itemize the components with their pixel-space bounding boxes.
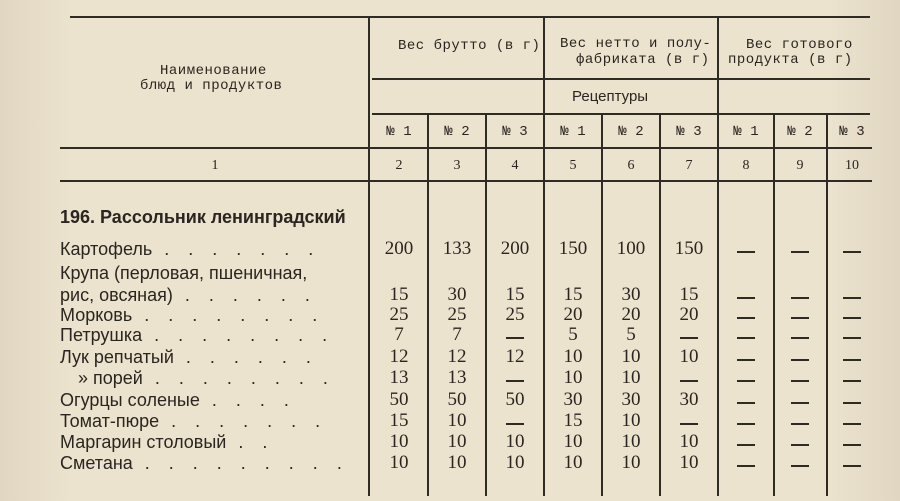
- recipe-numbers-rule: [60, 147, 872, 149]
- table-cell-value: 30: [621, 284, 641, 305]
- column-number-9: 9: [796, 158, 804, 173]
- table-cell-value: 20: [563, 304, 583, 325]
- table-cell-value: 15: [505, 284, 525, 305]
- empty-value-dash: [680, 380, 698, 382]
- name-column-header-line2: блюд и продуктов: [140, 78, 283, 94]
- empty-value-dash: [843, 444, 861, 446]
- column-number-5: 5: [569, 158, 577, 173]
- table-cell-value: 50: [505, 389, 525, 410]
- table-cell-value: 10: [679, 452, 699, 473]
- column-number-8: 8: [742, 158, 750, 173]
- table-cell-value: 10: [679, 346, 699, 367]
- empty-value-dash: [843, 297, 861, 299]
- empty-value-dash: [506, 380, 524, 382]
- table-cell-value: 10: [563, 346, 583, 367]
- table-cell-value: 10: [621, 367, 641, 388]
- column-number-6: 6: [627, 158, 635, 173]
- table-cell-value: 25: [389, 304, 409, 325]
- table-cell-value: 10: [447, 452, 467, 473]
- leader-dots: . . . .: [199, 390, 296, 410]
- recipe-no-col5: № 1: [560, 124, 586, 140]
- product-name-text: Лук репчатый: [60, 347, 174, 367]
- leader-dots: . . . . . . . .: [132, 305, 325, 325]
- empty-value-dash: [737, 402, 755, 404]
- empty-value-dash: [737, 444, 755, 446]
- empty-value-dash: [843, 337, 861, 339]
- product-name-text: Петрушка: [60, 325, 143, 345]
- ready-weight-header-line2: продукта (в г): [728, 52, 853, 68]
- divider-5-6: [601, 113, 603, 496]
- table-cell-value: 7: [452, 324, 462, 345]
- product-name: [60, 325, 334, 346]
- table-cell-value: 25: [447, 304, 467, 325]
- table-cell-value: 30: [447, 284, 467, 305]
- table-cell-value: 15: [389, 410, 409, 431]
- table-cell-value: 10: [621, 346, 641, 367]
- table-cell-value: 20: [621, 304, 641, 325]
- empty-value-dash: [843, 359, 861, 361]
- table-cell-value: 5: [626, 324, 636, 345]
- table-cell-value: 150: [558, 238, 588, 259]
- empty-value-dash: [791, 337, 809, 339]
- table-cell-value: 10: [621, 452, 641, 473]
- recipes-rule: [372, 113, 870, 115]
- empty-value-dash: [737, 251, 755, 253]
- table-cell-value: 30: [621, 389, 641, 410]
- empty-value-dash: [791, 359, 809, 361]
- table-cell-value: 20: [679, 304, 699, 325]
- column-number-3: 3: [453, 158, 461, 173]
- group-header-rule: [372, 78, 870, 80]
- product-name: [60, 453, 349, 474]
- column-number-10: 10: [845, 158, 859, 173]
- column-number-7: 7: [685, 158, 693, 173]
- leader-dots: . . . . . . . .: [142, 325, 335, 345]
- table-cell-value: 15: [389, 284, 409, 305]
- leader-dots: . . . . . .: [172, 285, 317, 305]
- divider-net-ready: [717, 16, 719, 496]
- empty-value-dash: [843, 380, 861, 382]
- table-cell-value: 150: [674, 238, 704, 259]
- table-cell-value: 10: [563, 431, 583, 452]
- column-number-2: 2: [395, 158, 403, 173]
- table-cell-value: 10: [621, 431, 641, 452]
- table-cell-value: 30: [679, 389, 699, 410]
- empty-value-dash: [791, 380, 809, 382]
- leader-dots: . . . . . . .: [159, 411, 328, 431]
- empty-value-dash: [737, 317, 755, 319]
- name-column-divider: [368, 16, 370, 496]
- empty-value-dash: [791, 423, 809, 425]
- table-cell-value: 50: [447, 389, 467, 410]
- empty-value-dash: [737, 465, 755, 467]
- table-cell-value: 10: [505, 431, 525, 452]
- column-number-1: 1: [211, 158, 219, 173]
- table-cell-value: 100: [616, 238, 646, 259]
- table-cell-value: 200: [500, 238, 530, 259]
- divider-gross-net: [543, 16, 545, 496]
- empty-value-dash: [791, 402, 809, 404]
- recipe-no-col9: № 2: [787, 124, 813, 140]
- table-cell-value: 10: [621, 410, 641, 431]
- empty-value-dash: [843, 251, 861, 253]
- product-name-text: Томат-пюре: [60, 411, 160, 431]
- divider-6-7: [659, 113, 661, 496]
- table-cell-value: 12: [447, 346, 467, 367]
- product-name: [60, 432, 274, 453]
- table-cell-value: 10: [389, 452, 409, 473]
- product-name: [60, 239, 320, 260]
- product-name-text: » порей: [78, 368, 143, 388]
- recipe-no-col2: № 1: [386, 124, 412, 140]
- product-name: [60, 347, 318, 368]
- divider-3-4: [485, 113, 487, 496]
- table-cell-value: 15: [563, 284, 583, 305]
- recipe-no-col10: № 3: [839, 124, 865, 140]
- product-name-text: Крупа (перловая, пшеничная,: [60, 263, 308, 283]
- product-name: [60, 390, 296, 411]
- recipe-no-col4: № 3: [502, 124, 528, 140]
- product-name: [78, 368, 335, 389]
- table-cell-value: 10: [389, 431, 409, 452]
- empty-value-dash: [506, 337, 524, 339]
- empty-value-dash: [680, 337, 698, 339]
- recipe-no-col3: № 2: [444, 124, 470, 140]
- leader-dots: . . . . . . . .: [142, 368, 335, 388]
- recipe-no-col6: № 2: [618, 124, 644, 140]
- table-cell-value: 10: [447, 410, 467, 431]
- empty-value-dash: [791, 297, 809, 299]
- empty-value-dash: [843, 402, 861, 404]
- table-cell-value: 7: [394, 324, 404, 345]
- product-name-text: Сметана: [60, 453, 133, 473]
- leader-dots: . . . . . . .: [152, 239, 321, 259]
- dish-title: 196. Рассольник ленинградский: [60, 207, 346, 227]
- empty-value-dash: [737, 359, 755, 361]
- gross-weight-header: Вес брутто (в г): [398, 38, 541, 54]
- empty-value-dash: [680, 423, 698, 425]
- leader-dots: . . . . . . . . .: [132, 453, 349, 473]
- table-cell-value: 13: [447, 367, 467, 388]
- leader-dots: . .: [226, 432, 275, 452]
- table-cell-value: 133: [442, 238, 472, 259]
- table-cell-value: 50: [389, 389, 409, 410]
- leader-dots: . . . . . .: [173, 347, 318, 367]
- table-cell-value: 5: [568, 324, 578, 345]
- recipes-header: Рецептуры: [572, 88, 649, 105]
- table-cell-value: 15: [679, 284, 699, 305]
- column-numbers-rule: [60, 180, 872, 182]
- product-name-text: Маргарин столовый: [60, 432, 227, 452]
- divider-2-3: [427, 113, 429, 496]
- table-cell-value: 25: [505, 304, 525, 325]
- table-cell-value: 30: [563, 389, 583, 410]
- empty-value-dash: [843, 423, 861, 425]
- net-weight-header-line1: Вес нетто и полу-: [560, 36, 712, 52]
- product-name-text: Морковь: [60, 305, 133, 325]
- product-name: [60, 305, 324, 326]
- empty-value-dash: [791, 465, 809, 467]
- empty-value-dash: [737, 380, 755, 382]
- table-cell-value: 15: [563, 410, 583, 431]
- product-name: [60, 263, 307, 284]
- ready-weight-header-line1: Вес готового: [746, 37, 853, 53]
- recipe-no-col8: № 1: [733, 124, 759, 140]
- product-name: [60, 285, 317, 306]
- table-cell-value: 10: [447, 431, 467, 452]
- name-column-header-line1: Наименование: [160, 63, 267, 79]
- top-rule: [70, 16, 870, 18]
- table-cell-value: 12: [505, 346, 525, 367]
- empty-value-dash: [737, 423, 755, 425]
- table-cell-value: 10: [563, 367, 583, 388]
- product-name: [60, 411, 327, 432]
- empty-value-dash: [737, 297, 755, 299]
- empty-value-dash: [843, 317, 861, 319]
- empty-value-dash: [506, 423, 524, 425]
- net-weight-header-line2: фабриката (в г): [576, 52, 710, 68]
- product-name-text: Картофель: [60, 239, 153, 259]
- recipe-no-col7: № 3: [676, 124, 702, 140]
- product-name-text: рис, овсяная): [60, 285, 173, 305]
- empty-value-dash: [791, 317, 809, 319]
- empty-value-dash: [737, 337, 755, 339]
- table-cell-value: 10: [563, 452, 583, 473]
- table-cell-value: 200: [384, 238, 414, 259]
- table-cell-value: 10: [505, 452, 525, 473]
- empty-value-dash: [843, 465, 861, 467]
- product-name-text: Огурцы соленые: [60, 390, 200, 410]
- table-cell-value: 12: [389, 346, 409, 367]
- table-cell-value: 13: [389, 367, 409, 388]
- empty-value-dash: [791, 251, 809, 253]
- empty-value-dash: [791, 444, 809, 446]
- column-number-4: 4: [511, 158, 519, 173]
- table-cell-value: 10: [679, 431, 699, 452]
